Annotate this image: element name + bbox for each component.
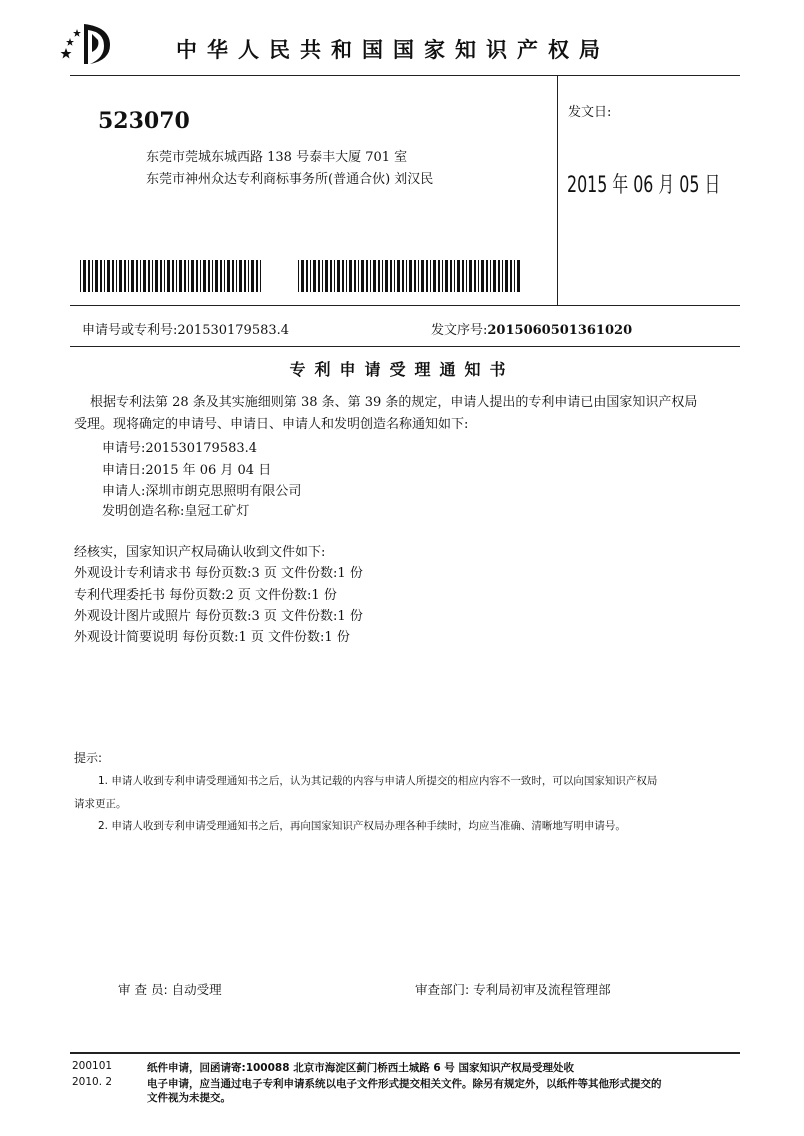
postcode: 523070 [98,108,190,134]
footer-rule [70,1052,740,1054]
paper-application-note: 纸件申请，回函请寄:100088 北京市海淀区蓟门桥西土城路 6 号 国家知识产权局受理处收 [147,1062,574,1074]
application-number-label: 申请号或专利号: [82,323,178,338]
examination-department: 审查部门: 专利局初审及流程管理部 [415,982,611,997]
agency-name: 中华人民共和国国家知识产权局 [176,38,610,62]
issue-date-label: 发文日: [568,105,612,120]
file-row: 外观设计图片或照片 每份页数:3 页 文件份数:1 份 [74,609,363,624]
document-title: 专利申请受理通知书 [289,360,515,379]
ids-rule-top [70,305,740,306]
examiner: 审 查 员: 自动受理 [118,982,222,997]
tip-1-line-1: 1. 申请人收到专利申请受理通知书之后，认为其记载的内容与申请人所提交的相应内容不一致时，可以向国家知识产权局 [98,775,658,787]
header-rule [70,75,740,76]
files-received-heading: 经核实，国家知识产权局确认收到文件如下: [74,545,326,560]
tips-label: 提示: [74,751,103,765]
barcode-1 [80,260,262,292]
form-date: 2010. 2 [72,1076,113,1088]
electronic-application-note-line-2: 文件视为未提交。 [147,1092,231,1104]
file-row: 外观设计专利请求书 每份页数:3 页 文件份数:1 份 [74,566,363,581]
field-application-number: 申请号:201530179583.4 [102,441,258,456]
serial-number: 2015060501361020 [487,323,633,338]
address-divider [557,76,558,305]
tip-1-line-2: 请求更正。 [74,798,127,810]
field-application-date: 申请日:2015 年 06 月 04 日 [102,463,272,478]
file-row: 专利代理委托书 每份页数:2 页 文件份数:1 份 [74,588,337,603]
field-invention-name: 发明创造名称:皇冠工矿灯 [102,504,250,519]
recipient-address: 东莞市莞城东城西路 138 号泰丰大厦 701 室 [146,150,408,165]
barcode-2 [298,260,520,292]
intro-paragraph-line-2: 受理。现将确定的申请号、申请日、申请人和发明创造名称通知如下: [74,417,469,432]
file-row: 外观设计简要说明 每份页数:1 页 文件份数:1 份 [74,630,350,645]
application-number: 201530179583.4 [177,323,290,338]
tip-2: 2. 申请人收到专利申请受理通知书之后，再向国家知识产权局办理各种手续时，均应当准确、清晰地写明申请号。 [98,820,626,832]
form-code: 200101 [72,1060,113,1072]
serial-number-label: 发文序号: [431,323,488,338]
ids-rule-bottom [70,346,740,347]
agency-logo-icon [60,18,120,70]
serial-number-line [431,319,632,338]
issue-date-stamp: 2015 年 06 月 05 日 [567,173,721,198]
recipient-agency: 东莞市神州众达专利商标事务所(普通合伙) 刘汉民 [146,172,434,187]
field-applicant: 申请人:深圳市朗克思照明有限公司 [102,484,302,499]
electronic-application-note-line-1: 电子申请，应当通过电子专利申请系统以电子文件形式提交相关文件。除另有规定外，以纸件等其他形式提交的 [147,1078,662,1090]
application-number-line [82,319,289,338]
intro-paragraph-line-1: 根据专利法第 28 条及其实施细则第 38 条、第 39 条的规定，申请人提出的专利申请已由国家知识产权局 [90,395,698,410]
